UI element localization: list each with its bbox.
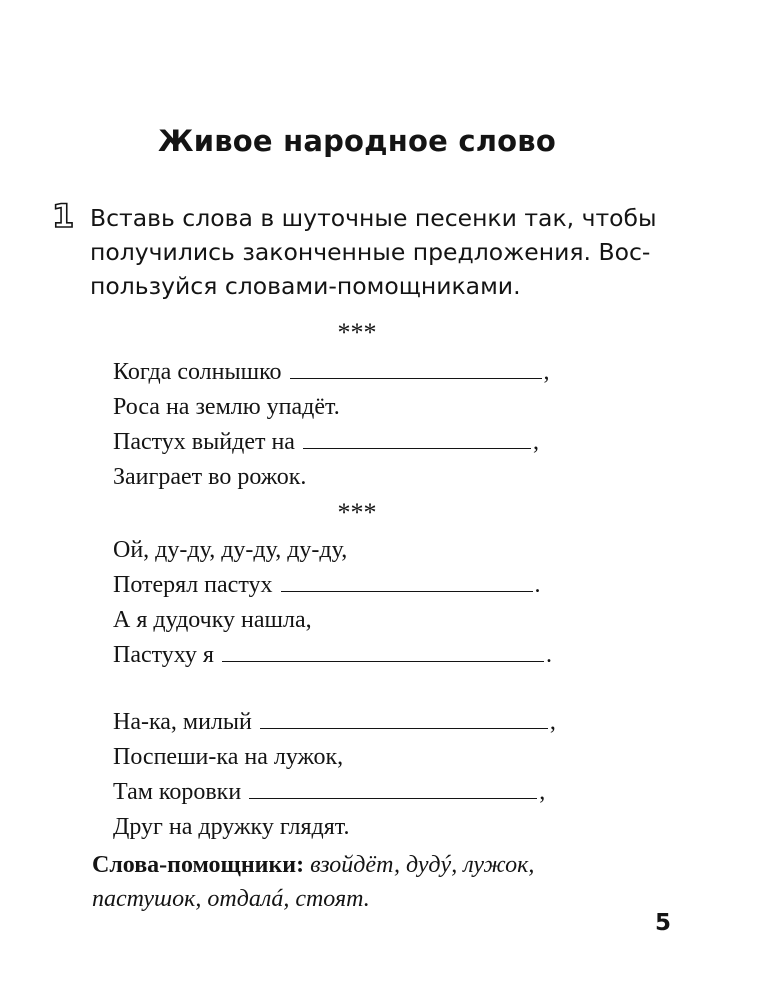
verse-punct: , [549,709,556,735]
verse-line [113,568,552,603]
task-number: 1 [52,197,75,235]
verse-punct: . [534,572,541,598]
verse-line [113,460,550,495]
helper-words-label: Слова-помощники: [92,852,305,878]
verse-text: Пастуху я [113,642,214,668]
verse-line [113,638,552,673]
task-instruction-line: Вставь слова в шуточные песенки так, чтобы [90,204,657,232]
verse-text: Ой, ду-ду, ду-ду, ду-ду, [113,537,348,563]
verse-text: Потерял пастух [113,572,273,598]
verse-text: Когда солнышко [113,359,282,385]
song-1 [113,355,550,495]
verse-text: Поспеши-ка на лужок, [113,744,344,770]
verse-punct: , [543,359,550,385]
helper-words-line1: взойдёт, дудý, лужок, [310,852,535,878]
verse-text: А я дудочку нашла, [113,607,312,633]
answer-blank[interactable] [303,426,531,449]
verse-line [113,740,556,775]
verse-punct: , [532,429,539,455]
song-2 [113,533,552,673]
verse-line [113,533,552,568]
verse-punct: , [539,779,546,805]
verse-line [113,810,556,845]
verse-text: На-ка, милый [113,709,252,735]
verse-line [113,390,550,425]
stars-separator: *** [337,498,377,527]
answer-blank[interactable] [249,776,537,799]
verse-line [113,603,552,638]
verse-line [113,355,550,390]
task-instruction-line: пользуйся словами-помощниками. [90,272,521,300]
verse-line [113,775,556,810]
stars-separator: *** [337,318,377,347]
page-number: 5 [655,910,672,936]
song-3 [113,705,556,845]
verse-punct: . [545,642,552,668]
answer-blank[interactable] [290,356,542,379]
answer-blank[interactable] [260,706,548,729]
verse-text: Роса на землю упадёт. [113,394,340,420]
task-instruction [90,201,680,303]
page-title: Живое народное слово [158,124,556,158]
verse-text: Там коровки [113,779,242,805]
task-instruction-line: получились законченные предложения. Вос- [90,238,651,266]
verse-line [113,425,550,460]
helper-words [92,848,692,916]
verse-line [113,705,556,740]
verse-text: Пастух выйдет на [113,429,295,455]
answer-blank[interactable] [222,639,544,662]
answer-blank[interactable] [281,569,533,592]
helper-words-line2: пастушок, отдалá, стоят. [92,886,370,912]
verse-text: Друг на дружку глядят. [113,814,350,840]
verse-text: Заиграет во рожок. [113,464,307,490]
